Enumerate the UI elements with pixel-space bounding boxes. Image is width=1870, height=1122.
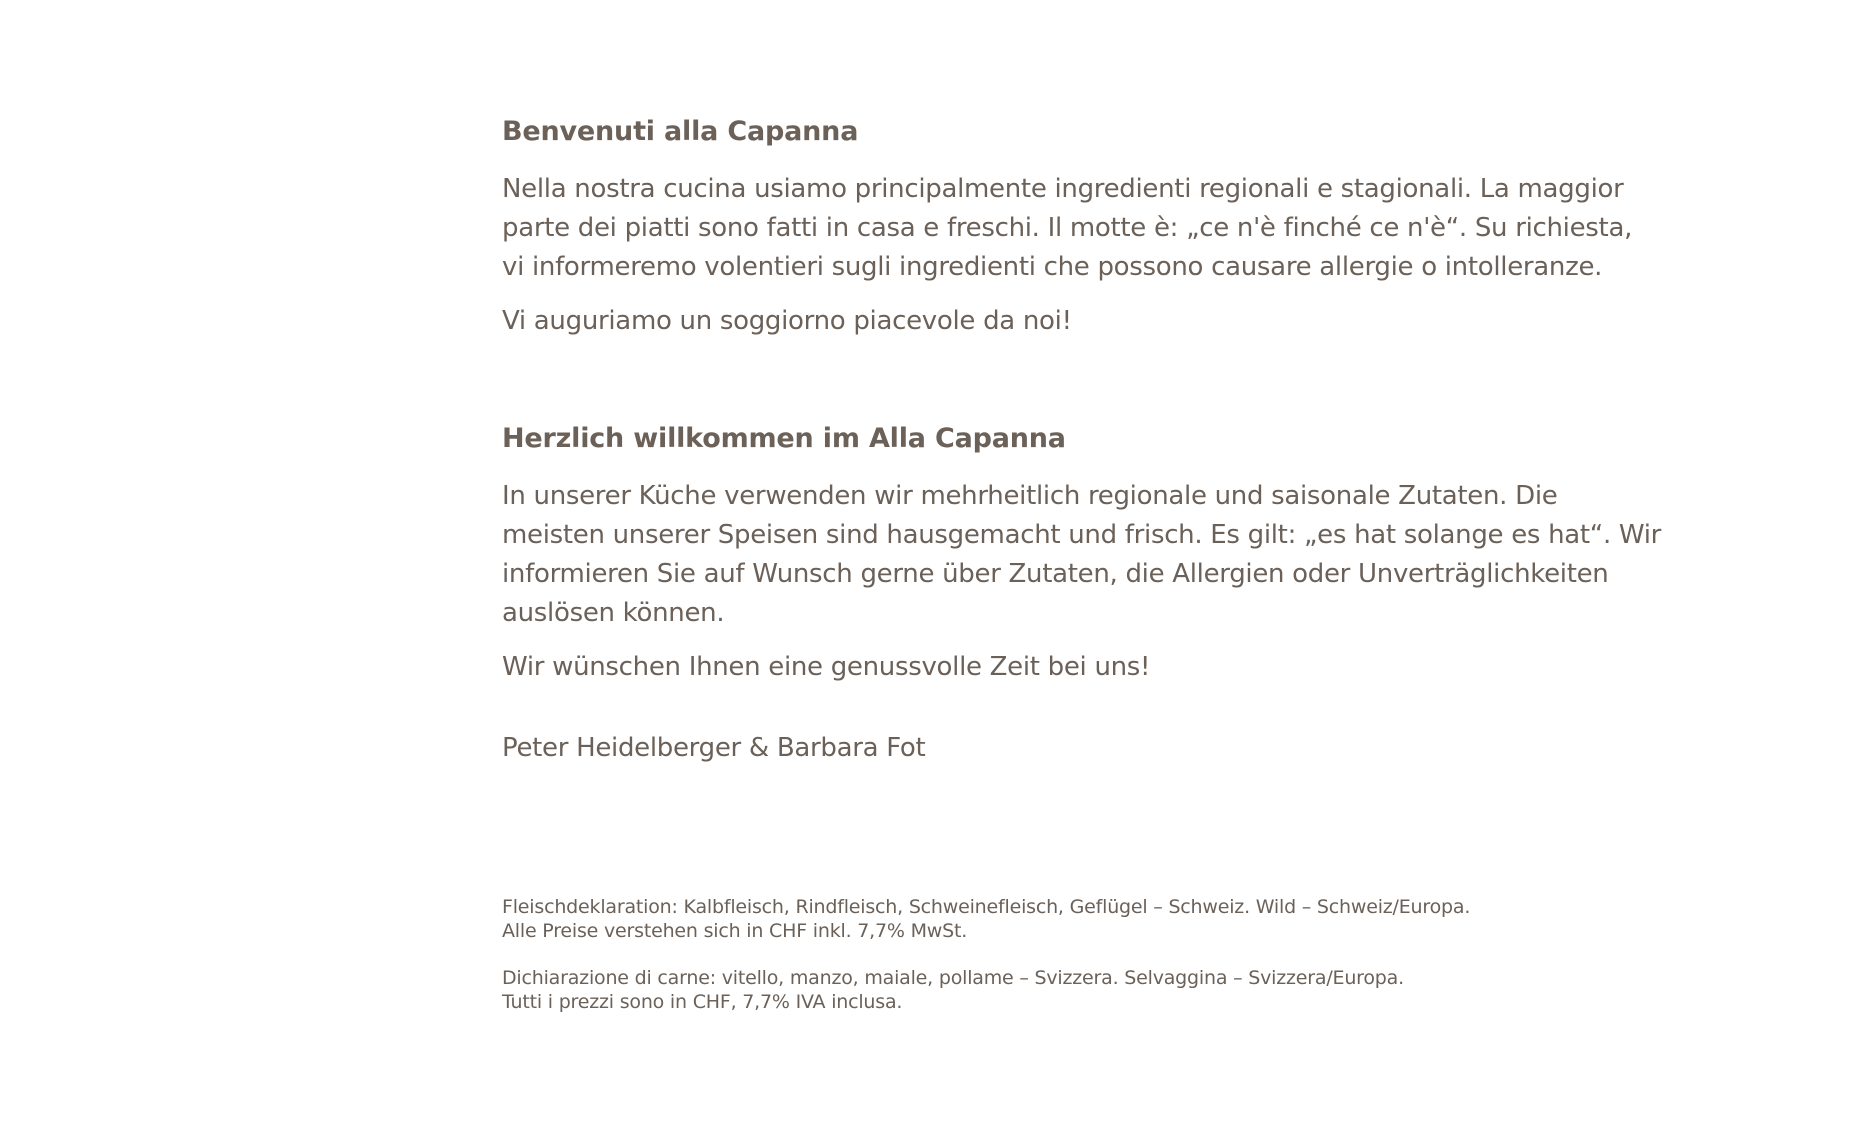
german-meat-declaration: Fleischdeklaration: Kalbfleisch, Rindfleisch, Schweinefleisch, Geflügel – Schweiz. Wild – Schweiz/Europa. [502, 896, 1471, 918]
welcome-content [502, 112, 1662, 768]
footnotes [502, 895, 1662, 1014]
german-closing: Wir wünschen Ihnen eine genussvolle Zeit bei uns! [502, 652, 1151, 682]
italian-closing: Vi auguriamo un soggiorno piacevole da noi! [502, 306, 1072, 336]
signature: Peter Heidelberger & Barbara Fot [502, 733, 926, 763]
german-body: In unserer Küche verwenden wir mehrheitlich regionale und saisonale Zutaten. Die meisten unserer Speisen sind hausgemacht und frisch. Es gilt: „es hat solange es hat“. Wir informieren Sie auf Wunsch gerne über Zutaten, die Allergien oder Unverträglichkeiten auslösen können. [502, 481, 1662, 628]
german-price-note: Alle Preise verstehen sich in CHF inkl. 7,7% MwSt. [502, 920, 968, 942]
italian-section [502, 112, 1662, 341]
italian-price-note: Tutti i prezzi sono in CHF, 7,7% IVA inclusa. [502, 991, 903, 1013]
german-section [502, 419, 1662, 687]
italian-body: Nella nostra cucina usiamo principalmente ingredienti regionali e stagionali. La maggior parte dei piatti sono fatti in casa e freschi. Il motte è: „ce n'è finché ce n'è“. Su richiesta, vi informeremo volentieri sugli ingredienti che possono causare allergie o intolleranze. [502, 174, 1633, 282]
italian-meat-declaration: Dichiarazione di carne: vitello, manzo, maiale, pollame – Svizzera. Selvaggina – Svizzera/Europa. [502, 967, 1404, 989]
italian-heading: Benvenuti alla Capanna [502, 116, 859, 147]
german-heading: Herzlich willkommen im Alla Capanna [502, 423, 1066, 454]
